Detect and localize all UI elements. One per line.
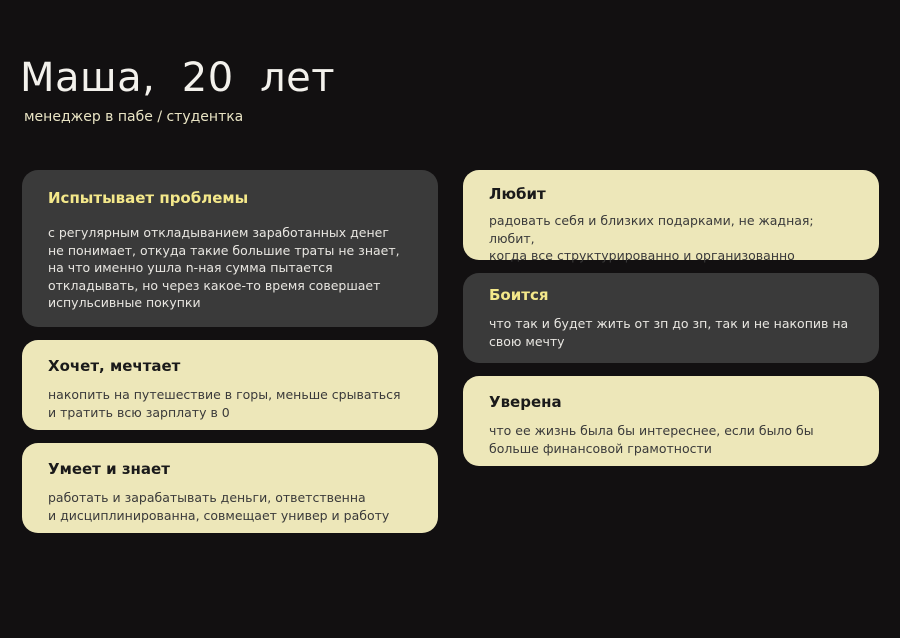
card-fears-text: что так и будет жить от зп до зп, так и не накопив на свою мечту [489,316,849,349]
card-confident [463,376,879,466]
card-loves [463,170,879,263]
card-skills-text: работать и зарабатывать деньги, ответственна и дисциплинированна, совмещает универ и работу [48,490,390,523]
card-loves-title: Любит [489,185,546,203]
page-subtitle: менеджер в пабе / студентка [24,109,244,125]
card-problems-title: Испытывает проблемы [48,189,249,207]
card-loves-text: радовать себя и близких подарками, не жадная; любит, когда все структурированно и организованно [489,213,814,263]
card-wants-text: накопить на путешествие в горы, меньше срываться и тратить всю зарплату в 0 [48,387,401,420]
card-confident-text: что ее жизнь была бы интереснее, если было бы больше финансовой грамотности [489,423,814,456]
card-skills [22,443,438,533]
card-wants [22,340,438,430]
page-title: Маша, 20 лет [20,55,336,101]
card-wants-title: Хочет, мечтает [48,357,181,375]
card-fears-title: Боится [489,286,549,304]
card-fears [463,273,879,363]
card-problems-text: с регулярным откладыванием заработанных денег не понимает, откуда такие большие траты не знает, на что именно ушла n-ная сумма пытается откладывать, но через какое-то время совершает испульсивные покупки [48,225,400,310]
card-confident-title: Уверена [489,393,562,411]
card-problems [22,170,438,327]
card-skills-title: Умеет и знает [48,460,170,478]
